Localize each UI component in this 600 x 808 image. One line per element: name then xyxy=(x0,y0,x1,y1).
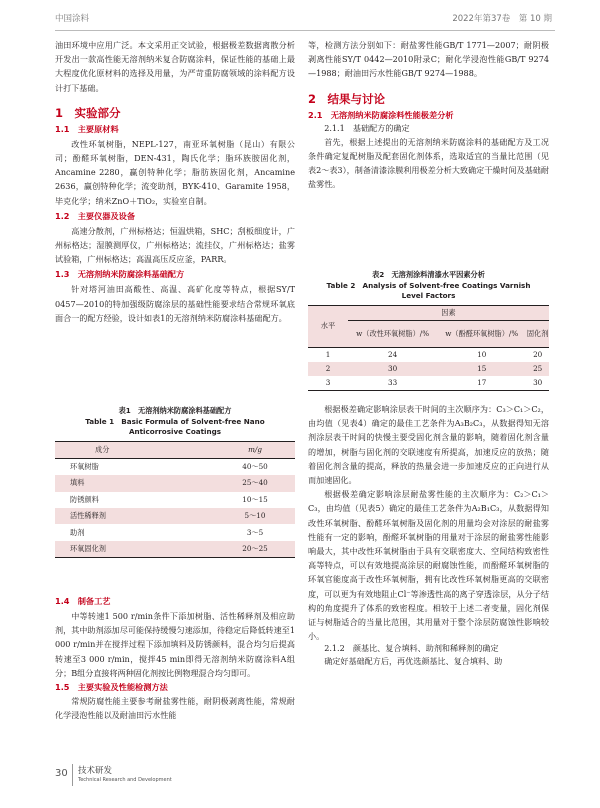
table-1-caption-en: Table 1 Basic Formula of Solvent-free Nano Anticorrosive Coatings xyxy=(85,416,265,436)
table-row xyxy=(308,376,549,391)
header-divider xyxy=(55,30,555,31)
table-row xyxy=(308,362,549,376)
section-1-3-body: 针对塔河油田高酸性、高温、高矿化度等特点，根据SY/T 0457—2010的特加强级防腐涂层的基础性能要求结合常规环氧底面合一的配方经验，设计如表1的无溶剂纳米防腐涂料基础配方。 xyxy=(55,284,295,323)
table-2-cell: 30 xyxy=(533,378,543,387)
right-column-lower xyxy=(308,402,549,669)
table-1-header: m/g xyxy=(215,441,295,458)
section-2-heading: 2 结果与讨论 xyxy=(308,91,386,106)
section-1-heading: 1 实验部分 xyxy=(55,105,121,120)
table-row xyxy=(55,458,295,475)
table-2-cell: 20 xyxy=(533,350,543,359)
table-1-cell: 防锈颜料 xyxy=(70,494,99,504)
table-2-cell: 24 xyxy=(388,350,398,359)
table-row xyxy=(55,541,295,558)
table-2-cell: 30 xyxy=(348,362,437,376)
section-1-5-body: 常规防腐性能主要参考耐盐雾性能，耐阴极剥离性能，常规耐化学浸泡性能以及耐油田污水性能 xyxy=(55,696,295,721)
table-1-header: 成分 xyxy=(55,441,215,458)
section-1-1-body: 改性环氧树脂，NEPL-127，南亚环氧树脂（昆山）有限公司；酚醛环氧树脂，DEN-431，陶氏化学；脂环族胺固化剂，Ancamine 2280，赢创特种化学；脂肪族固化剂，Ancamine 2636，赢创特种化学；流变助剂，BYK-410、Garamite 1958，毕克化学；纳米ZnO＋TiO₂，实验室自制。 xyxy=(55,138,295,206)
drying-analysis-paragraph: 根据极差确定影响涂层表干时间的主次顺序为：C₃＞C₁＞C₂，由均值（见表4）确定的最佳工艺条件为A₃B₂C₃，从数据得知无溶剂涂层表干时间的快慢主要受固化剂含量的影响，随着固化剂含量的增加，树脂与固化剂的交联速度有所提高，加速反应的放热；随着固化剂含量的提高，释放的热量会进一步加速反应的正向进行从而加速固化。 xyxy=(308,404,549,486)
table-2-block xyxy=(308,270,549,391)
table-1-cell: 5～10 xyxy=(215,508,295,524)
table-2-cell: 10 xyxy=(477,350,487,359)
section-1-2-heading: 1.2 主要仪器及设备 xyxy=(55,210,136,221)
left-column-lower xyxy=(55,596,295,722)
section-2-1-2-body: 确定好基础配方后，再优选颜基比、复合填料、助 xyxy=(324,656,503,667)
section-2-1-1-heading: 2.1.1 基础配方的确定 xyxy=(324,122,410,133)
salt-spray-analysis-paragraph: 根据极差确定影响涂层耐盐雾性能的主次顺序为：C₂＞C₁＞C₃，由均值（见表5）确定的最佳工艺条件为A₂B₁C₃，从数据得知改性环氧树脂、酚醛环氧树脂及固化剂的用量均会对涂层的耐盐雾性能有一定的影响，酚醛环氧树脂的用量对于涂层的耐盐雾性能影响最大，其中改性环氧树脂由于具有交联密度大、空间结构致密性高等特点，可以有效地提高涂层的耐腐蚀性能，而酚醛环氧树脂的环氧官能度高于改性环氧树脂，拥有比改性环氧树脂更高的交联密度，可以更为有效地阻止Cl⁻等渗透性高的离子穿透涂层，从分子结构的角度提升了体系的致密程度。相较于上述二者变量，固化剂保证与树脂适合的当量比范围，其用量对于整个涂层防腐蚀性影响较小。 xyxy=(308,489,549,642)
table-2-cell: 17 xyxy=(477,378,487,387)
section-1-3-heading: 1.3 无溶剂纳米防腐涂料基础配方 xyxy=(55,269,185,280)
table-1-cell: 助剂 xyxy=(70,527,85,537)
section-2-1-heading: 2.1 无溶剂纳米防腐涂料性能极差分析 xyxy=(308,109,454,120)
table-1-cell: 20～25 xyxy=(215,541,295,558)
table-1-cell: 10～15 xyxy=(242,494,268,504)
table-row xyxy=(55,524,295,540)
table-2-cell: 33 xyxy=(388,378,398,387)
methods-paragraph: 等，检测方法分别如下：耐盐雾性能GB/T 1771—2007；耐阴极剥离性能SY/T 0442—2010附录C；耐化学浸泡性能GB/T 9274—1988；耐油田污水性能GB/T 9274—1988。 xyxy=(308,40,549,79)
table-1-cell: 40～50 xyxy=(242,462,268,472)
table-2 xyxy=(308,305,549,391)
footer-section-cn: 技术研发 xyxy=(78,766,113,776)
section-1-1-heading: 1.1 主要原材料 xyxy=(55,123,119,134)
table-2-cell: 2 xyxy=(308,362,348,376)
table-1-header-row xyxy=(55,441,295,458)
table-1-cell: 25～40 xyxy=(215,475,295,491)
section-1-5-heading: 1.5 主要实验及性能检测方法 xyxy=(55,682,168,693)
journal-name: 中国涂料 xyxy=(55,14,90,24)
table-2-cell: 3 xyxy=(325,378,331,387)
table-2-column-header: w（改性环氧树脂）/% xyxy=(348,320,437,347)
section-1-4-body: 中等转速1 500 r/min条件下添加树脂、活性稀释剂及相应助剂，其中助剂添加尽可能保持缓慢匀速添加，待稳定后降低转速至1 000 r/min并在搅拌过程下添加填料及防锈颜料，混合均匀后提高转速至3 000 r/min，搅拌45 min即得无溶剂纳米防腐涂料A组分；B组分直接将两种固化剂按比例物理混合均匀即可。 xyxy=(55,611,295,678)
table-2-level-header: 水平 xyxy=(308,305,348,347)
table-2-caption-cn: 表2 无溶剂涂料清漆水平因素分析 xyxy=(372,270,485,279)
table-1-cell: 环氧固化剂 xyxy=(55,541,215,558)
table-2-cell: 15 xyxy=(437,362,526,376)
table-1-block xyxy=(55,406,295,558)
footer-section-en: Technical Research and Development xyxy=(78,777,172,783)
section-1-2-body: 高速分散剂，广州标格达；恒温烘箱，SHC；刮板细度计，广州标格达；湿膜测厚仪，广州标格达；流挂仪，广州标格达；盐雾试验箱，广州标格达；高温高压反应釜，PARR。 xyxy=(55,225,295,265)
table-1-caption-cn: 表1 无溶剂纳米防腐涂料基础配方 xyxy=(118,406,232,415)
table-row xyxy=(308,347,549,362)
section-1-4-heading: 1.4 制备工艺 xyxy=(55,596,111,606)
right-column xyxy=(308,38,549,191)
table-2-factor-header: 因素 xyxy=(348,305,549,320)
table-2-cell: 1 xyxy=(325,350,331,359)
section-2-1-1-body: 首先，根据上述提出的无溶剂纳米防腐涂料的基础配方及工况条件确定复配树脂及配套固化剂体系，选取适宜的当量比范围（见表2～表3），制备清漆涂膜利用极差分析大致确定干燥时间及基础耐盐雾性。 xyxy=(308,136,549,190)
left-column xyxy=(55,38,295,325)
table-1-cell: 填料 xyxy=(55,475,215,491)
table-2-cell: 25 xyxy=(526,362,549,376)
page-number: 30 xyxy=(55,768,68,779)
table-1-cell: 环氧树脂 xyxy=(70,462,99,472)
table-1-cell: 3～5 xyxy=(246,527,264,537)
table-row xyxy=(55,508,295,524)
table-2-header-row xyxy=(308,305,549,320)
table-row xyxy=(55,475,295,491)
intro-paragraph: 油田环境中应用广泛。本文采用正交试验，根据极差数据离散分析开发出一款高性能无溶剂纳米复合防腐涂料，保证性能的基础上最大程度优化原材料的选择及用量，为严苛重防腐领域的涂料配方设计打下基础。 xyxy=(55,40,295,93)
issue-info: 2022年第37卷 第 10 期 xyxy=(452,14,552,24)
table-2-column-header: 固化剂 xyxy=(526,320,549,347)
section-2-1-2-heading: 2.1.2 颜基比、复合填料、助剂和稀释剂的确定 xyxy=(324,643,499,654)
table-1 xyxy=(55,441,295,559)
footer-divider xyxy=(72,764,73,786)
table-row xyxy=(55,492,295,508)
table-2-caption-en: Table 2 Analysis of Solvent-free Coatings Varnish Level Factors xyxy=(326,280,531,300)
table-1-cell: 活性稀释剂 xyxy=(55,508,215,524)
table-2-column-header: w（酚醛环氧树脂）/% xyxy=(437,320,526,347)
